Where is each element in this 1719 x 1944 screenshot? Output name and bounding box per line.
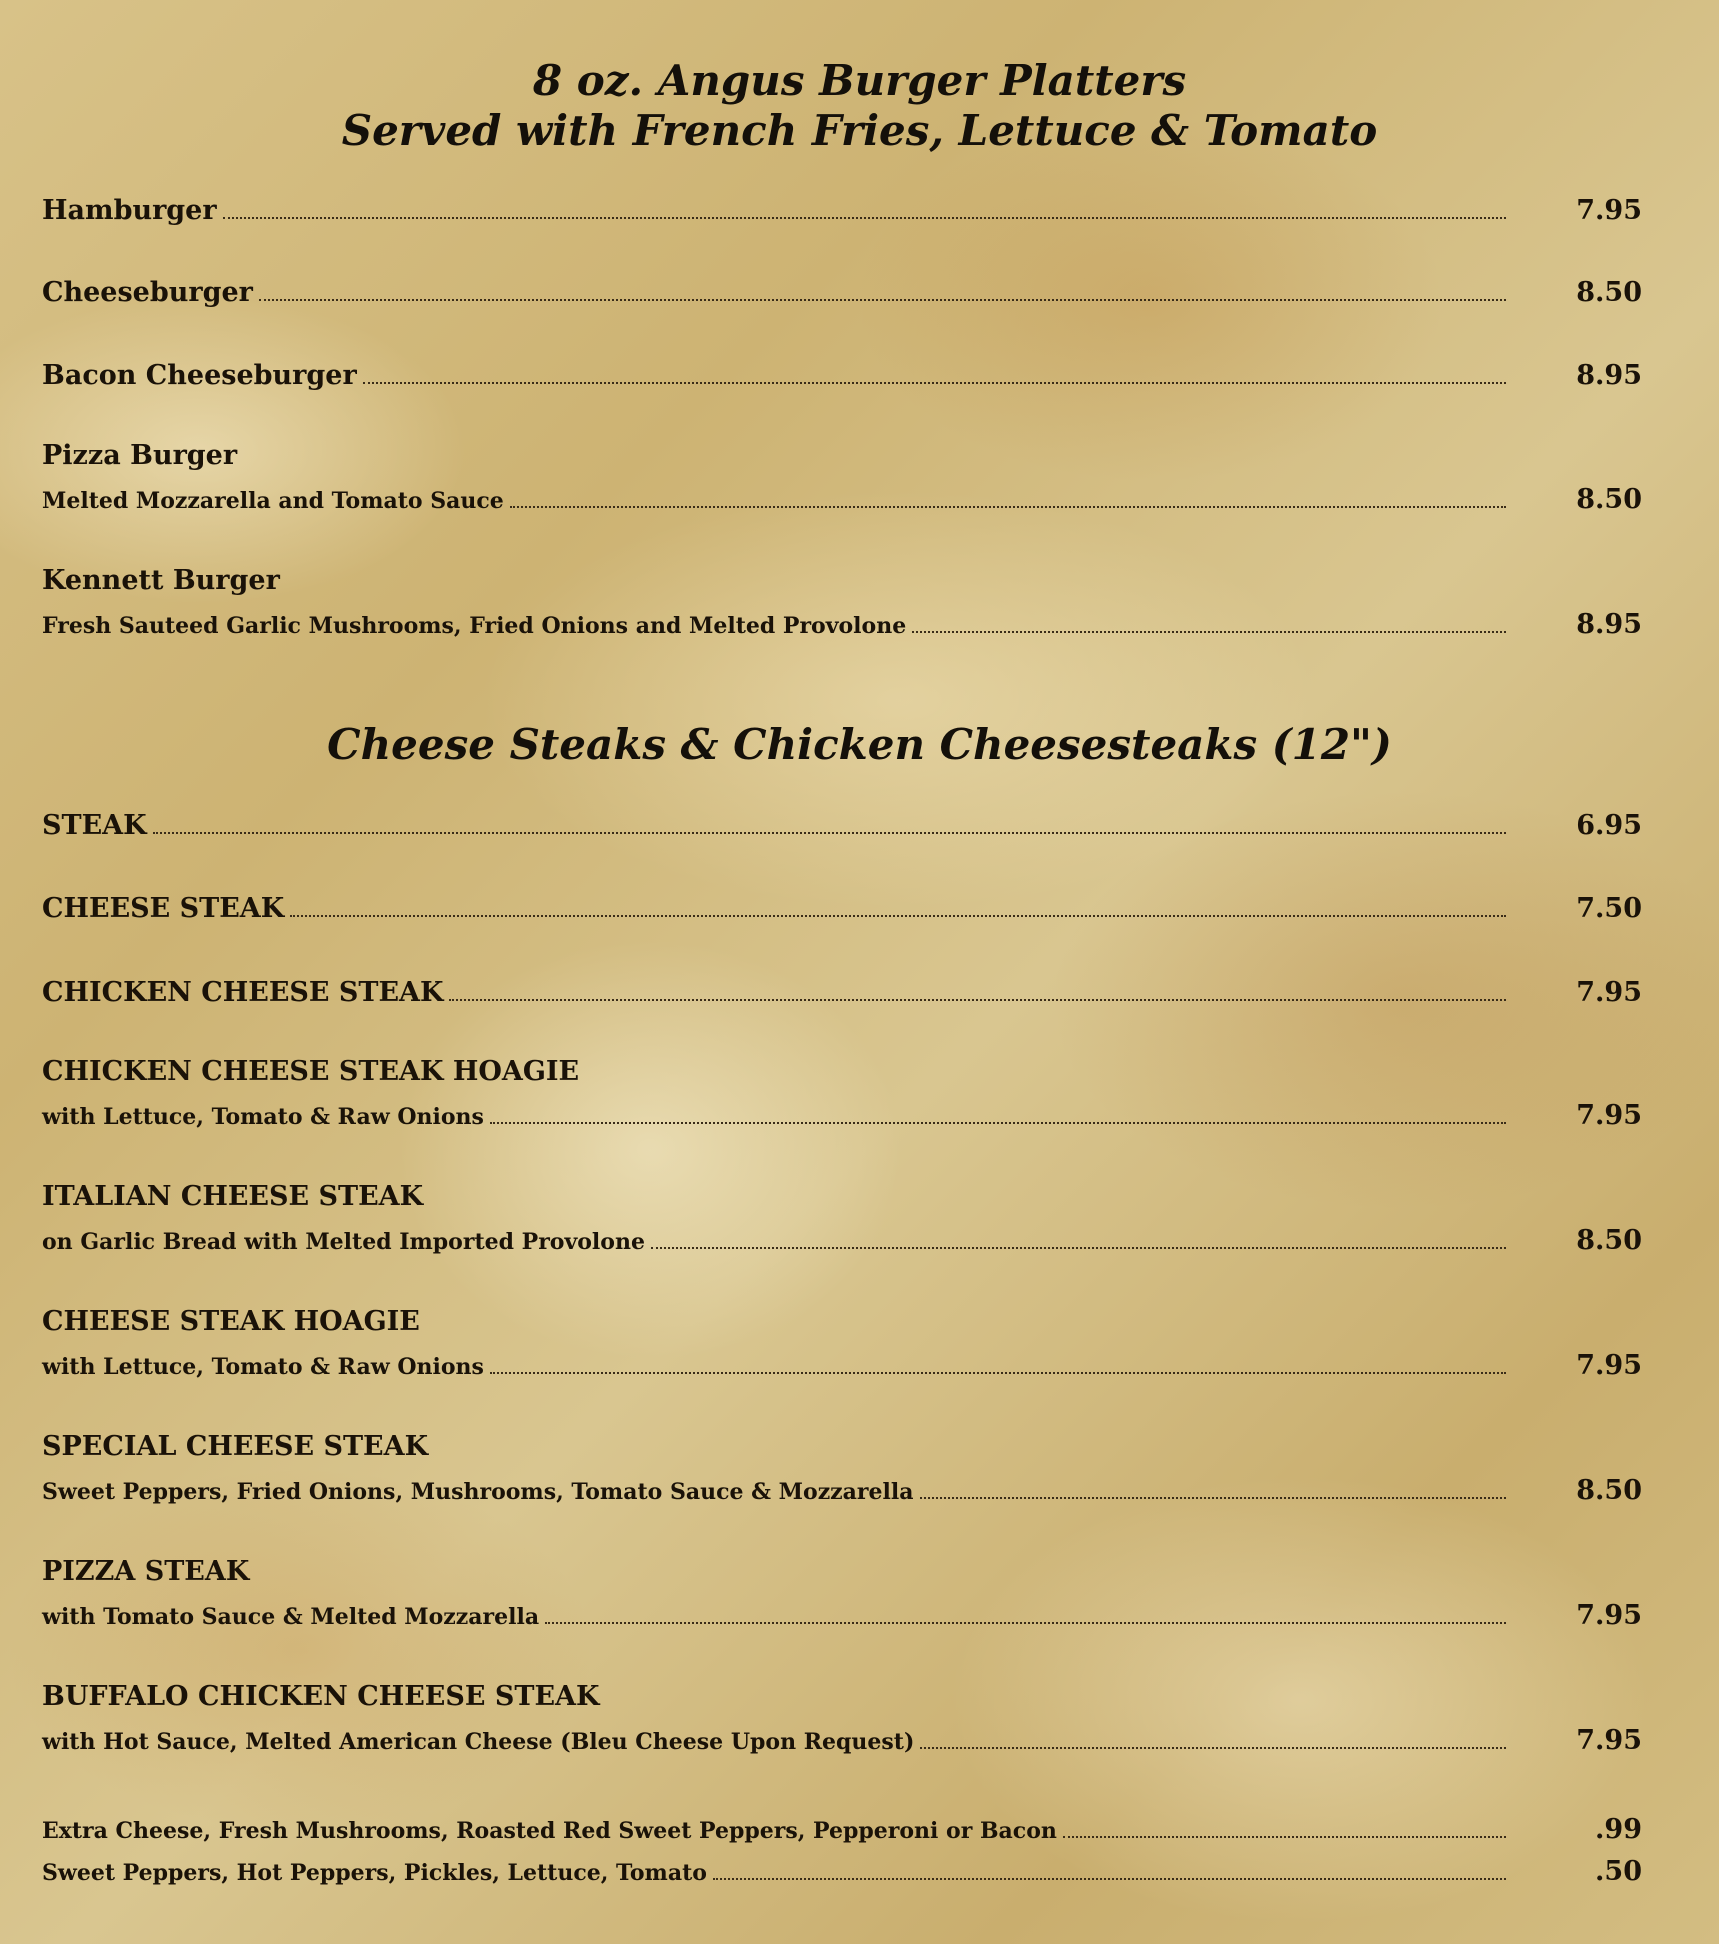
item-price: 7.95 xyxy=(1576,1350,1642,1381)
leader-dots xyxy=(290,915,1506,917)
item-name: CHEESE STEAK xyxy=(42,893,285,924)
menu-item-chicken-cheese-steak-hoagie xyxy=(42,1056,1642,1131)
leader-dots xyxy=(545,1622,1506,1624)
item-description: Melted Mozzarella and Tomato Sauce xyxy=(42,488,504,514)
menu-item-cheese-steak-hoagie xyxy=(42,1306,1642,1381)
item-price: 8.50 xyxy=(1576,1225,1642,1256)
extras-description: Sweet Peppers, Hot Peppers, Pickles, Lettuce, Tomato xyxy=(42,1860,707,1886)
item-name: Bacon Cheeseburger xyxy=(42,360,357,391)
item-price: 7.95 xyxy=(1576,1600,1642,1631)
item-name: SPECIAL CHEESE STEAK xyxy=(42,1431,429,1462)
item-name: ITALIAN CHEESE STEAK xyxy=(42,1181,424,1212)
menu-item-buffalo-chicken-cheese-steak xyxy=(42,1681,1642,1756)
extras-description: Extra Cheese, Fresh Mushrooms, Roasted Red Sweet Peppers, Pepperoni or Bacon xyxy=(42,1818,1057,1844)
item-price: 8.95 xyxy=(1576,609,1642,640)
item-price: 7.95 xyxy=(1576,195,1642,226)
menu-item-chicken-cheese-steak xyxy=(42,977,1642,1008)
burger-section-title: 8 oz. Angus Burger Platters xyxy=(532,56,1187,105)
leader-dots xyxy=(223,217,1506,219)
item-description: with Tomato Sauce & Melted Mozzarella xyxy=(42,1604,540,1630)
leader-dots xyxy=(363,382,1506,384)
leader-dots xyxy=(651,1247,1506,1249)
item-name: Pizza Burger xyxy=(42,440,238,471)
item-description: with Lettuce, Tomato & Raw Onions xyxy=(42,1354,484,1380)
leader-dots xyxy=(153,832,1506,834)
extras-row-2 xyxy=(42,1856,1642,1887)
leader-dots xyxy=(490,1372,1506,1374)
item-price: 6.95 xyxy=(1576,810,1642,841)
item-price: 7.95 xyxy=(1576,977,1642,1008)
leader-dots xyxy=(912,631,1506,633)
item-name: PIZZA STEAK xyxy=(42,1556,250,1587)
item-name: BUFFALO CHICKEN CHEESE STEAK xyxy=(42,1681,600,1712)
leader-dots xyxy=(920,1747,1506,1749)
menu-item-special-cheese-steak xyxy=(42,1431,1642,1506)
leader-dots xyxy=(259,299,1506,301)
extras-price: .99 xyxy=(1595,1814,1642,1845)
menu-item-pizza-steak xyxy=(42,1556,1642,1631)
menu-item-kennett-burger xyxy=(42,565,1642,640)
item-name: Kennett Burger xyxy=(42,565,280,596)
leader-dots xyxy=(920,1497,1507,1499)
item-price: 7.95 xyxy=(1576,1100,1642,1131)
menu-item-bacon-cheeseburger xyxy=(42,360,1642,391)
item-description: with Lettuce, Tomato & Raw Onions xyxy=(42,1104,484,1130)
steak-section-title: Cheese Steaks & Chicken Cheesesteaks (12") xyxy=(327,720,1392,769)
item-description: Fresh Sauteed Garlic Mushrooms, Fried Onions and Melted Provolone xyxy=(42,613,907,639)
item-name: CHICKEN CHEESE STEAK xyxy=(42,977,444,1008)
item-price: 7.50 xyxy=(1576,893,1642,924)
item-description: on Garlic Bread with Melted Imported Provolone xyxy=(42,1229,645,1255)
menu-item-steak xyxy=(42,810,1642,841)
item-price: 8.50 xyxy=(1576,1475,1642,1506)
burger-section-subtitle: Served with French Fries, Lettuce & Tomato xyxy=(341,106,1378,155)
item-price: 8.50 xyxy=(1576,277,1642,308)
item-price: 8.50 xyxy=(1576,484,1642,515)
item-description: Sweet Peppers, Fried Onions, Mushrooms, Tomato Sauce & Mozzarella xyxy=(42,1479,914,1505)
extras-price: .50 xyxy=(1595,1856,1642,1887)
menu-item-hamburger xyxy=(42,195,1642,226)
burger-section-heading xyxy=(0,56,1719,156)
extras-row-1 xyxy=(42,1814,1642,1845)
leader-dots xyxy=(490,1122,1506,1124)
item-name: CHICKEN CHEESE STEAK HOAGIE xyxy=(42,1056,580,1087)
item-name: CHEESE STEAK HOAGIE xyxy=(42,1306,420,1337)
menu-item-italian-cheese-steak xyxy=(42,1181,1642,1256)
item-description: with Hot Sauce, Melted American Cheese (Bleu Cheese Upon Request) xyxy=(42,1729,915,1755)
item-name: STEAK xyxy=(42,810,147,841)
menu-item-cheese-steak xyxy=(42,893,1642,924)
item-name: Hamburger xyxy=(42,195,217,226)
leader-dots xyxy=(510,506,1506,508)
item-price: 8.95 xyxy=(1576,360,1642,391)
leader-dots xyxy=(449,999,1506,1001)
leader-dots xyxy=(1063,1836,1506,1838)
item-price: 7.95 xyxy=(1576,1725,1642,1756)
menu-item-pizza-burger xyxy=(42,440,1642,515)
item-name: Cheeseburger xyxy=(42,277,253,308)
leader-dots xyxy=(713,1878,1506,1880)
menu-item-cheeseburger xyxy=(42,277,1642,308)
